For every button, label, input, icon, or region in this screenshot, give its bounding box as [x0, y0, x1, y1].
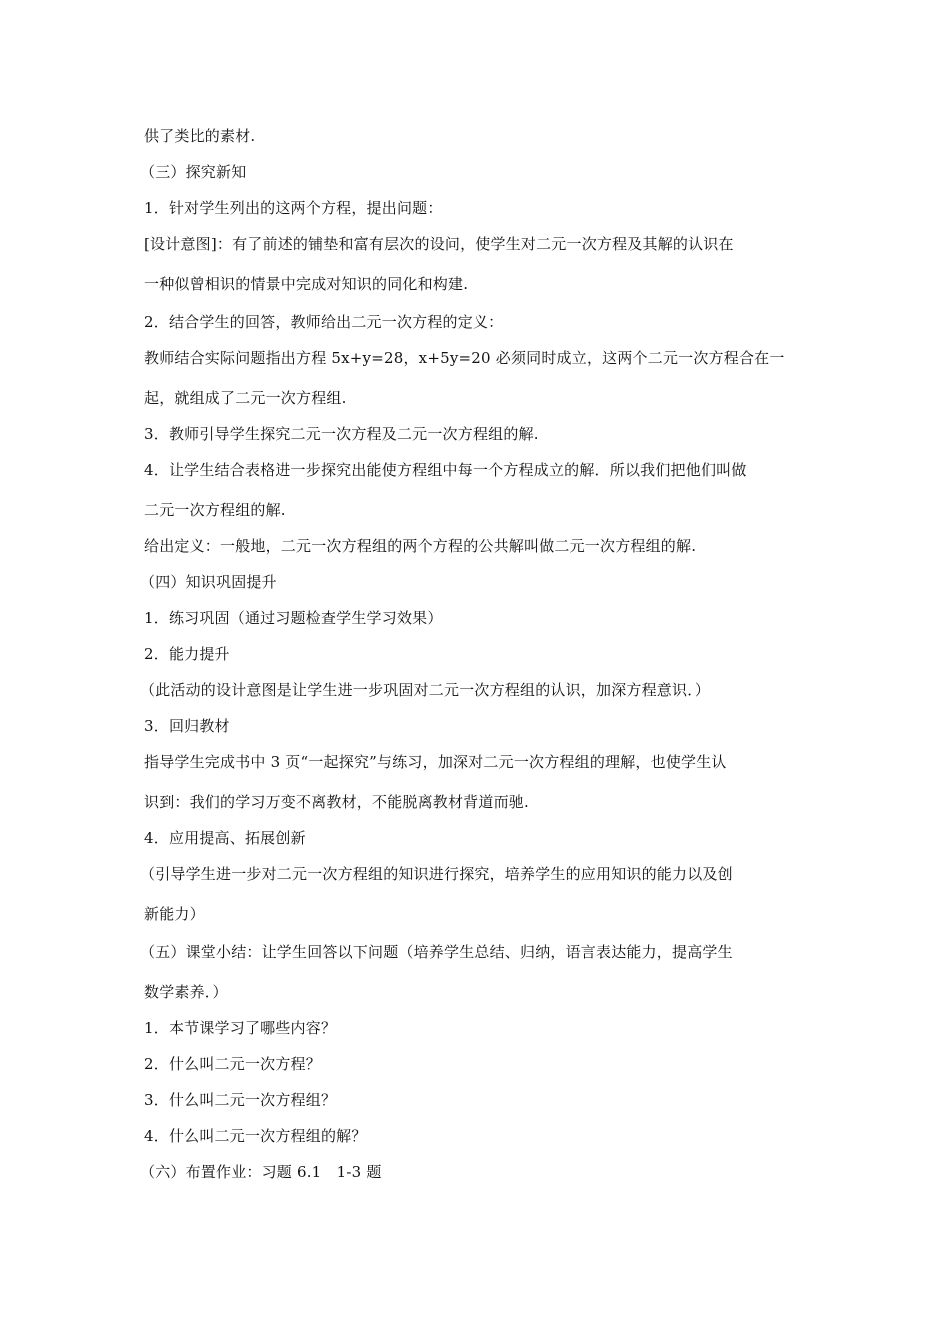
text-line: 识到：我们的学习万变不离教材，不能脱离教材背道而驰. — [144, 793, 529, 811]
text-line: 3．教师引导学生探究二元一次方程及二元一次方程组的解. — [144, 425, 539, 443]
section-heading: （六）布置作业：习题 6.1 1-3 题 — [140, 1163, 382, 1181]
text-line: 4．应用提高、拓展创新 — [144, 829, 306, 847]
text-line: 2．结合学生的回答，教师给出二元一次方程的定义： — [144, 313, 504, 331]
text-line: 一种似曾相识的情景中完成对知识的同化和构建. — [144, 275, 469, 293]
text-line: 2．能力提升 — [144, 645, 230, 663]
text-line: （此活动的设计意图是让学生进一步巩固对二元一次方程组的认识，加深方程意识．） — [140, 681, 711, 699]
text-line: 1．练习巩固（通过习题检查学生学习效果） — [144, 609, 443, 627]
text-line: 数学素养．） — [144, 983, 228, 1001]
text-line: 3．什么叫二元一次方程组？ — [144, 1091, 337, 1109]
section-heading: （三）探究新知 — [140, 163, 247, 181]
section-heading: （四）知识巩固提升 — [140, 573, 277, 591]
text-line: [设计意图]：有了前述的铺垫和富有层次的设问，使学生对二元一次方程及其解的认识在 — [144, 235, 734, 253]
text-line: 4．什么叫二元一次方程组的解？ — [144, 1127, 367, 1145]
text-line: 指导学生完成书中 3 页“一起探究”与练习，加深对二元一次方程组的理解，也使学生认 — [144, 753, 727, 771]
text-line: 4．让学生结合表格进一步探究出能使方程组中每一个方程成立的解．所以我们把他们叫做 — [144, 461, 747, 479]
section-heading: （五）课堂小结：让学生回答以下问题（培养学生总结、归纳，语言表达能力，提高学生 — [140, 943, 733, 961]
text-line: 二元一次方程组的解. — [144, 501, 286, 519]
text-line: 起，就组成了二元一次方程组. — [144, 389, 347, 407]
text-line: 供了类比的素材. — [144, 127, 256, 145]
text-line: 3．回归教材 — [144, 717, 230, 735]
text-line: 给出定义：一般地，二元一次方程组的两个方程的公共解叫做二元一次方程组的解. — [144, 537, 697, 555]
text-line: （引导学生进一步对二元一次方程组的知识进行探究，培养学生的应用知识的能力以及创 — [140, 865, 733, 883]
text-line: 1．本节课学习了哪些内容？ — [144, 1019, 337, 1037]
text-line: 教师结合实际问题指出方程 5x+y=28，x+5y=20 必须同时成立，这两个二元一次方程合在一 — [144, 349, 785, 367]
text-line: 2．什么叫二元一次方程？ — [144, 1055, 321, 1073]
text-line: 1．针对学生列出的这两个方程，提出问题： — [144, 199, 443, 217]
text-line: 新能力） — [144, 905, 205, 923]
